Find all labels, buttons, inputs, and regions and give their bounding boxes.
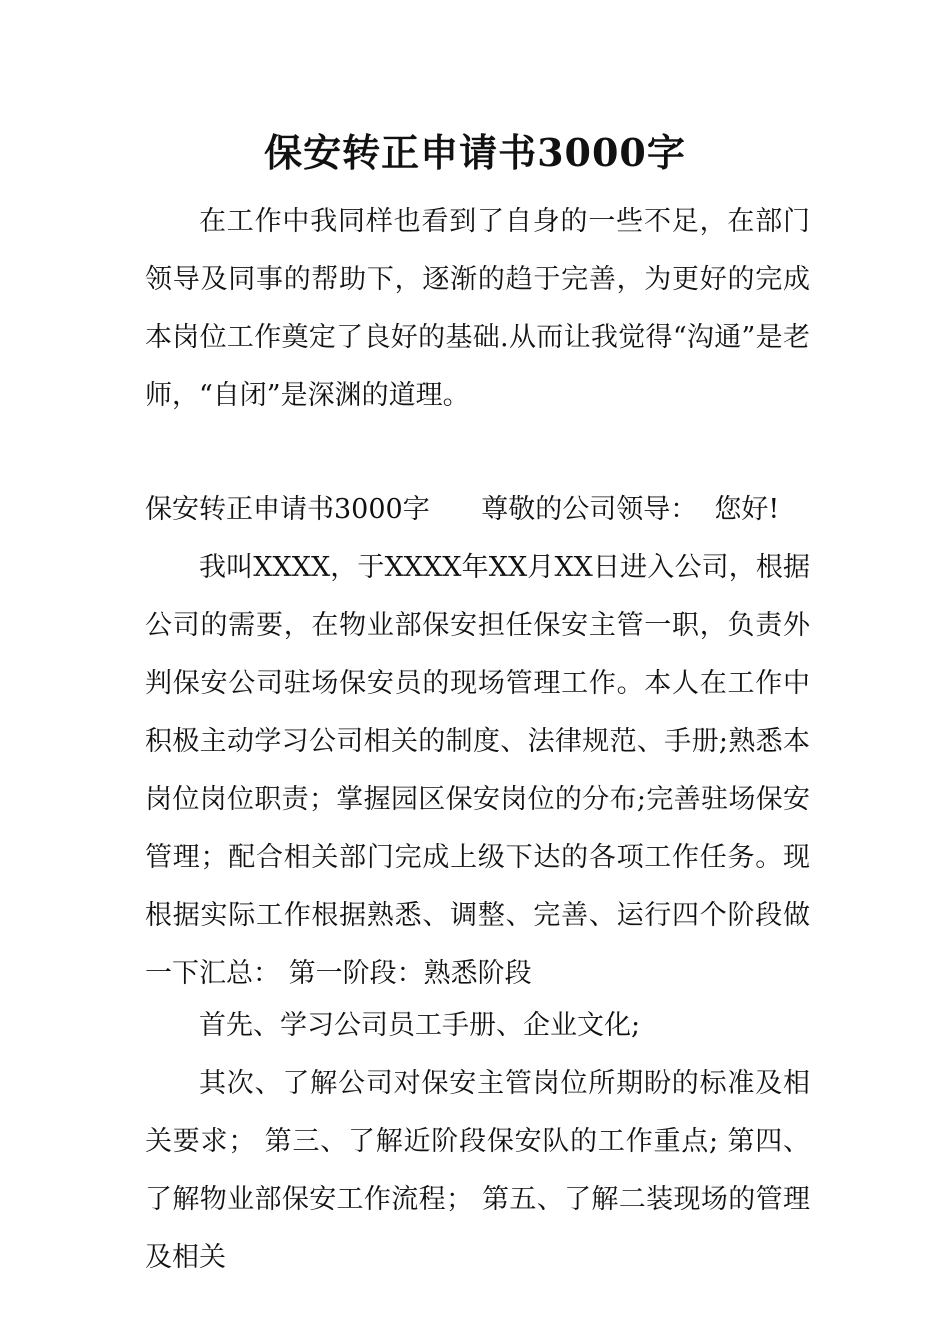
paragraph-first-step: 首先、学习公司员工手册、企业文化;	[199, 1010, 641, 1041]
letter-heading-line	[145, 481, 810, 539]
salutation-gap	[697, 494, 714, 525]
salutation: 尊敬的公司领导：	[481, 494, 698, 525]
heading-doc-name: 保安转正申请书3000字	[145, 494, 430, 525]
paragraph-self-reflection: 在工作中我同样也看到了自身的一些不足，在部门领导及同事的帮助下，逐渐的趋于完善，为更好的完成本岗位工作奠定了良好的基础.从而让我觉得“沟通”是老师，“自闭”是深渊的道理。	[145, 206, 810, 411]
paragraph-introduction: 我叫XXXX，于XXXX年XX月XX日进入公司，根据公司的需要，在物业部保安担任保安主管一职，负责外判保安公司驻场保安员的现场管理工作。本人在工作中积极主动学习公司相关的制度、法律规范、手册;熟悉本岗位岗位职责；掌握园区保安岗位的分布;完善驻场保安管理；配合相关部门完成上级下达的各项工作任务。现根据实际工作根据熟悉、调整、完善、运行四个阶段做一下汇总： 第一阶段：熟悉阶段	[145, 552, 810, 989]
greeting: 您好!	[714, 494, 780, 525]
heading-gap	[430, 494, 482, 525]
paragraph-next-steps: 其次、了解公司对保安主管岗位所期盼的标准及相关要求； 第三、了解近阶段保安队的工作重点; 第四、了解物业部保安工作流程； 第五、了解二装现场的管理及相关	[145, 1068, 810, 1273]
document-title: 保安转正申请书3000字	[264, 130, 686, 175]
